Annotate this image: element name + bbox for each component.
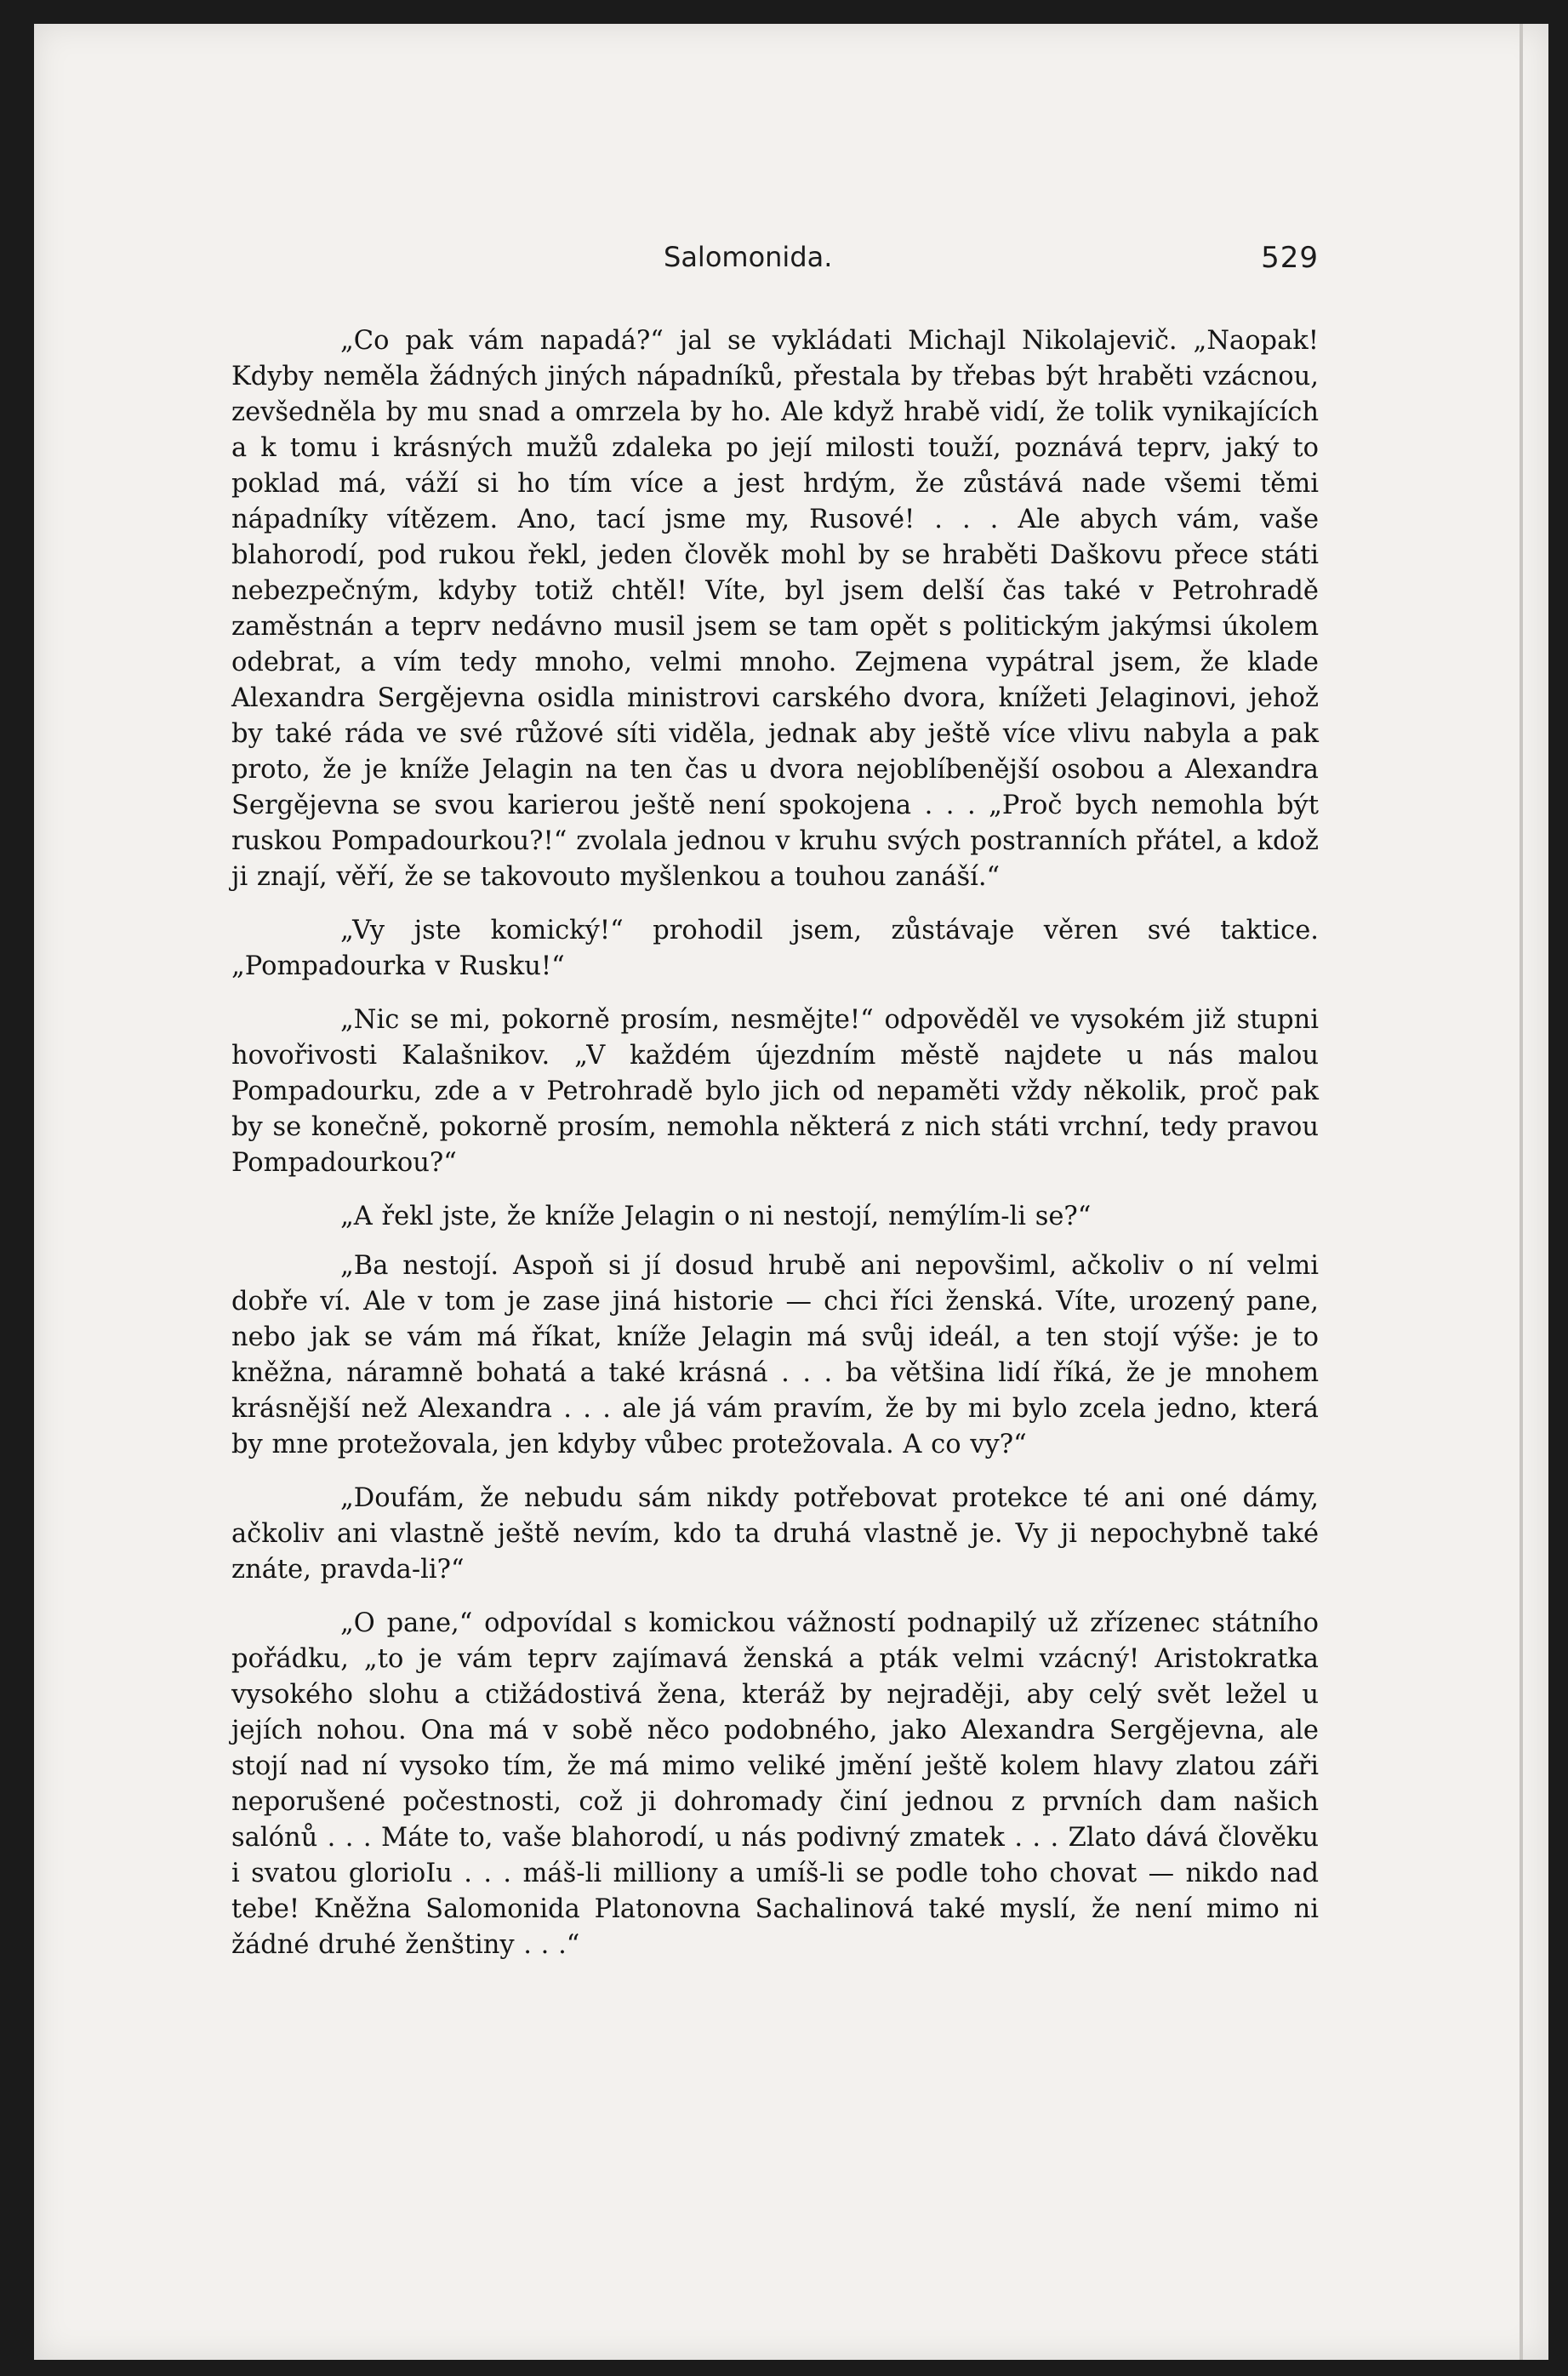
paragraph: „Doufám, že nebudu sám nikdy potřebovat protekce té ani oné dámy, ačkoliv ani vlastně ještě nevím, kdo ta druhá vlastně je. Vy ji nepochybně také znáte, pravda-li?“ xyxy=(231,1483,1319,1585)
paragraph: „Nic se mi, pokorně prosím, nesmějte!“ odpověděl ve vysokém již stupni hovořivosti Kalašnikov. „V každém újezdním městě najdete u nás malou Pompadourku, zde a v Petrohradě bylo jich od nepaměti vždy několik, proč pak by se konečně, pokorně prosím, nemohla některá z nich státi vrchní, tedy pravou Pompadourkou?“ xyxy=(231,1005,1319,1178)
book-page xyxy=(34,24,1548,2360)
paragraph: „O pane,“ odpovídal s komickou vážností podnapilý už zřízenec státního pořádku, „to je vám teprv zajímavá ženská a pták velmi vzácný! Aristokratka vysokého slohu a ctižádostivá žena, kteráž by nejraději, aby celý svět ležel u jejích nohou. Ona má v sobě něco podobného, jako Alexandra Sergějevna, ale stojí nad ní vysoko tím, že má mimo veliké jmění ještě kolem hlavy zlatou záři neporušené počestnosti, což ji dohromady činí jednou z prvních dam našich salónů . . . Máte to, vaše blahorodí, u nás podivný zmatek . . . Zlato dává člověku i svatou glorioIu . . . máš-li milliony a umíš-li se podle toho chovat — nikdo nad tebe! Kněžna Salomonida Platonovna Sachalinová také myslí, že není mimo ni žádné druhé ženštiny . . .“ xyxy=(231,1608,1319,1960)
paragraph: „Ba nestojí. Aspoň si jí dosud hrubě ani nepovšiml, ačkoliv o ní velmi dobře ví. Ale v tom je zase jiná historie — chci říci ženská. Víte, urozený pane, nebo jak se vám má říkat, kníže Jelagin má svůj ideál, a ten stojí výše: je to kněžna, náramně bohatá a také krásná . . . ba většina lidí říká, že je mnohem krásnější než Alexandra . . . ale já vám pravím, že by mi bylo zcela jedno, která by mne protežovala, jen kdyby vůbec protežovala. A co vy?“ xyxy=(231,1251,1319,1459)
body-text xyxy=(231,323,1319,1981)
page-header xyxy=(34,241,1319,283)
paragraph: „A řekl jste, že kníže Jelagin o ni nestojí, nemýlím-li se?“ xyxy=(340,1202,1092,1231)
page-edge xyxy=(1520,24,1523,2360)
page-number: 529 xyxy=(1261,241,1319,275)
paragraph: „Vy jste komický!“ prohodil jsem, zůstávaje věren své taktice. „Pompadourka v Rusku!“ xyxy=(231,916,1319,981)
running-title: Salomonida. xyxy=(664,241,833,273)
paragraph: „Co pak vám napadá?“ jal se vykládati Michajl Nikolajevič. „Naopak! Kdyby neměla žádných jiných nápadníků, přestala by třebas být hraběti vzácnou, zevšedněla by mu snad a omrzela by ho. Ale když hrabě vidí, že tolik vynikajících a k tomu i krásných mužů zdaleka po její milosti touží, poznává teprv, jaký to poklad má, váží si ho tím více a jest hrdým, že zůstává nade všemi těmi nápadníky vítězem. Ano, tací jsme my, Rusové! . . . Ale abych vám, vaše blahorodí, pod rukou řekl, jeden člověk mohl by se hraběti Daškovu přece státi nebezpečným, kdyby totiž chtěl! Víte, byl jsem delší čas také v Petrohradě zaměstnán a teprv nedávno musil jsem se tam opět s politickým jakýmsi úkolem odebrat, a vím tedy mnoho, velmi mnoho. Zejmena vypátral jsem, že klade Alexandra Sergějevna osidla ministrovi carského dvora, knížeti Jelaginovi, jehož by také ráda ve své růžové síti viděla, jednak aby ještě více vlivu nabyla a pak proto, že je kníže Jelagin na ten čas u dvora nejoblíbenější osobou a Alexandra Sergějevna se svou karierou ještě není spokojena . . . „Proč bych nemohla být ruskou Pompadourkou?!“ zvolala jednou v kruhu svých postranních přátel, a kdož ji znají, věří, že se takovouto myšlenkou a touhou zanáší.“ xyxy=(231,326,1319,892)
